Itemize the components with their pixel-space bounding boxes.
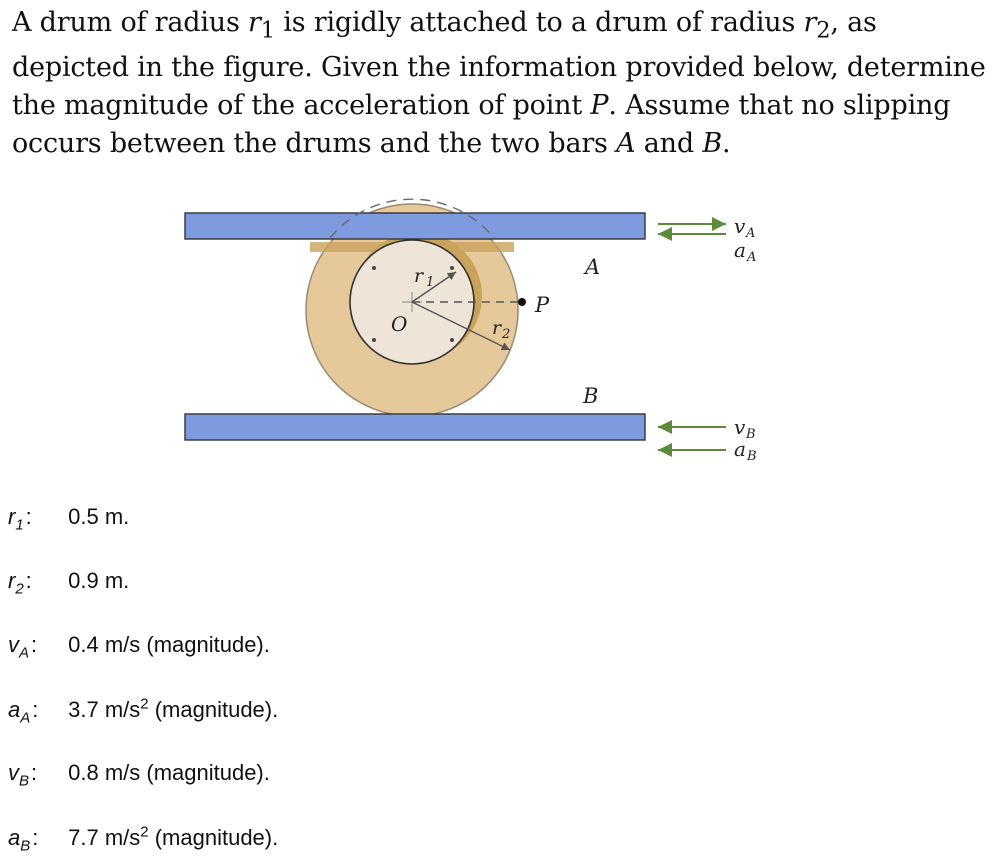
var-b: B — [702, 128, 722, 160]
label-a: A — [585, 255, 601, 279]
var-r: r — [248, 7, 261, 38]
var-a: A — [616, 128, 636, 160]
given-value: 7.7 $m/s^2$ (magnitude). — [68, 824, 279, 851]
label-r2-sub: 2 — [502, 327, 511, 342]
given-value: 0.8 m/s (magnitude). — [68, 760, 270, 785]
given-value: 0.5 m. — [68, 504, 130, 529]
point-p — [518, 298, 526, 306]
problem-text: , as depicted in the figure. Given the information provided below, determine the magnitude of the acceleration of point — [12, 7, 986, 122]
given-value: 0.9 m. — [68, 568, 130, 593]
label-vb: v — [734, 415, 746, 439]
bolt — [372, 338, 376, 342]
label-r2: r — [492, 317, 502, 339]
bolt — [450, 338, 454, 342]
bolt — [450, 266, 454, 270]
label-ab-sub: B — [747, 449, 757, 464]
bar-b — [185, 414, 645, 440]
label-r1-sub: 1 — [426, 275, 435, 290]
given-va: $v_A$: 0.4 m/s (magnitude). — [8, 632, 270, 662]
problem-statement — [12, 4, 987, 163]
given-aa: $a_A$: 3.7 $m/s^2$ (magnitude). — [8, 696, 279, 727]
bolt — [372, 266, 376, 270]
bar-a — [185, 213, 645, 239]
given-ab: $a_B$: 7.7 $m/s^2$ (magnitude). — [8, 824, 279, 855]
label-va: v — [734, 214, 746, 238]
given-r1: $r_1$: 0.5 m. — [8, 504, 130, 534]
label-p: P — [535, 293, 550, 317]
label-vb-sub: B — [746, 427, 756, 442]
var-sub: 2 — [816, 17, 831, 44]
drum-figure — [170, 190, 810, 470]
label-ab: a — [734, 437, 746, 461]
problem-text: . — [722, 128, 731, 160]
given-r2: $r_2$: 0.9 m. — [8, 568, 130, 598]
var-p: P — [590, 90, 609, 122]
var-r: r — [803, 7, 817, 38]
label-o: O — [391, 312, 408, 336]
given-value: 0.4 m/s (magnitude). — [68, 632, 270, 657]
given-vb: $v_B$: 0.8 m/s (magnitude). — [8, 760, 270, 790]
label-r1: r — [414, 265, 424, 287]
problem-text: A drum of radius — [12, 7, 249, 38]
var-sub: 1 — [260, 17, 275, 44]
label-aa: a — [734, 238, 746, 262]
given-value: 3.7 $m/s^2$ (magnitude). — [68, 696, 279, 723]
label-va-sub: A — [746, 226, 756, 241]
label-b: B — [583, 384, 599, 408]
problem-text: is rigidly attached to a drum of radius — [274, 7, 804, 38]
problem-text: and — [635, 128, 703, 160]
label-aa-sub: A — [747, 250, 757, 265]
problem-text: . Assume that no slipping occurs between the drums and the two bars — [12, 90, 951, 160]
